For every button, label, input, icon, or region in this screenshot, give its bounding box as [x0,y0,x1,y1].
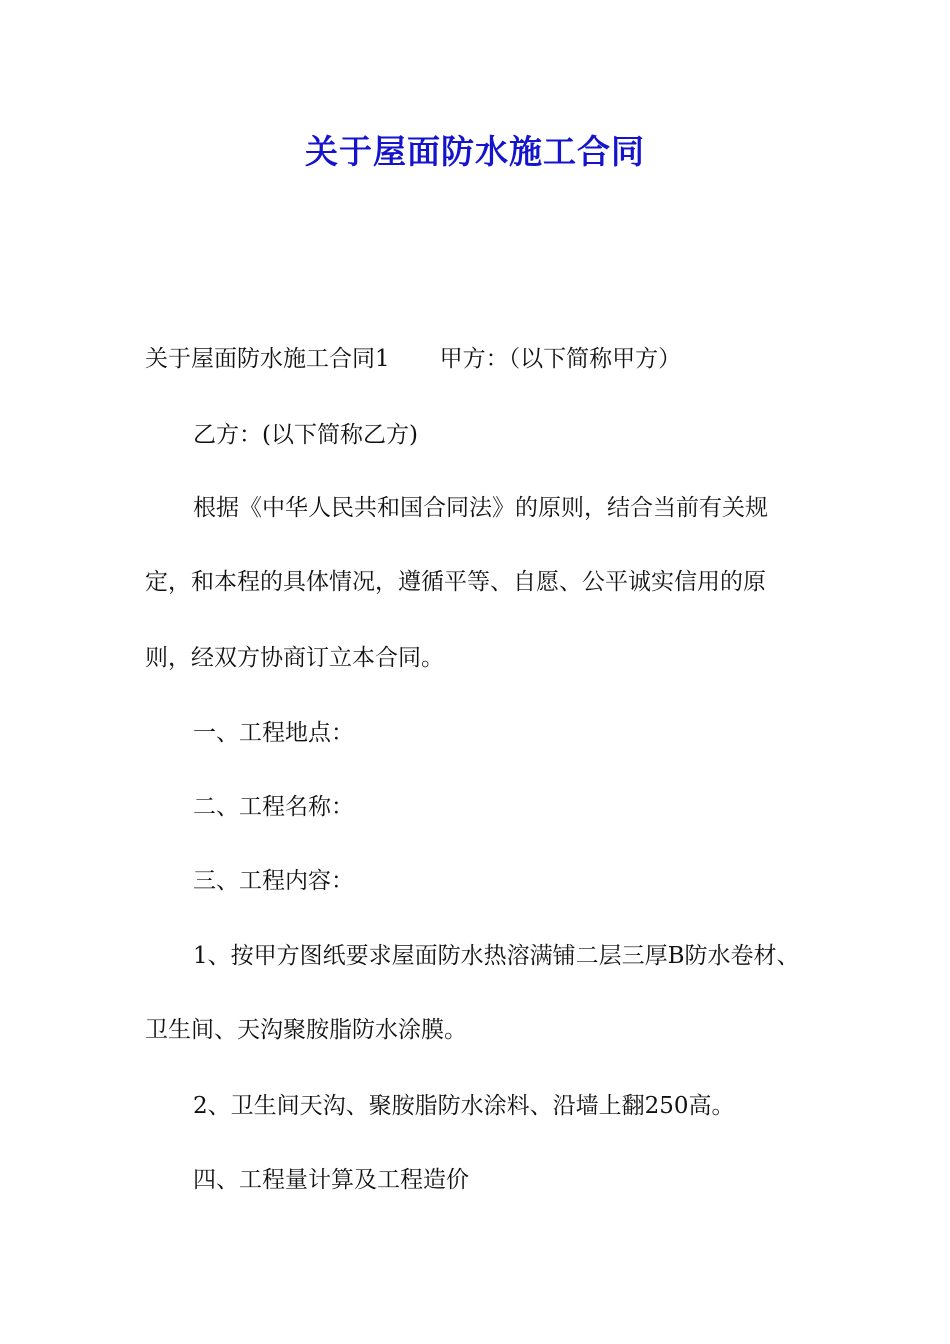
paragraph-line: 定，和本程的具体情况，遵循平等、自愿、公平诚实信用的原 [145,569,766,595]
paragraph-line: 1、按甲方图纸要求屋面防水热溶满铺二层三厚B防水卷材、 [193,943,800,969]
contract-heading-line [145,342,681,376]
paragraph-line: 2、卫生间天沟、聚胺脂防水涂料、沿墙上翻250高。 [193,1093,735,1119]
document-title: 关于屋面防水施工合同 [305,132,645,171]
section-heading: 三、工程内容： [193,868,354,894]
section-heading: 二、工程名称： [193,794,354,820]
paragraph-line: 卫生间、天沟聚胺脂防水涂膜。 [145,1017,467,1043]
paragraph-line: 根据《中华人民共和国合同法》的原则，结合当前有关规 [193,495,768,521]
paragraph-line: 则，经双方协商订立本合同。 [145,645,444,671]
section-heading: 一、工程地点： [193,720,354,746]
party-b-label: 乙方：(以下简称乙方) [193,422,418,448]
section-heading: 四、工程量计算及工程造价 [193,1167,469,1193]
contract-subtitle: 关于屋面防水施工合同1 [145,346,390,372]
party-a-label: 甲方：（以下简称甲方） [439,346,682,372]
